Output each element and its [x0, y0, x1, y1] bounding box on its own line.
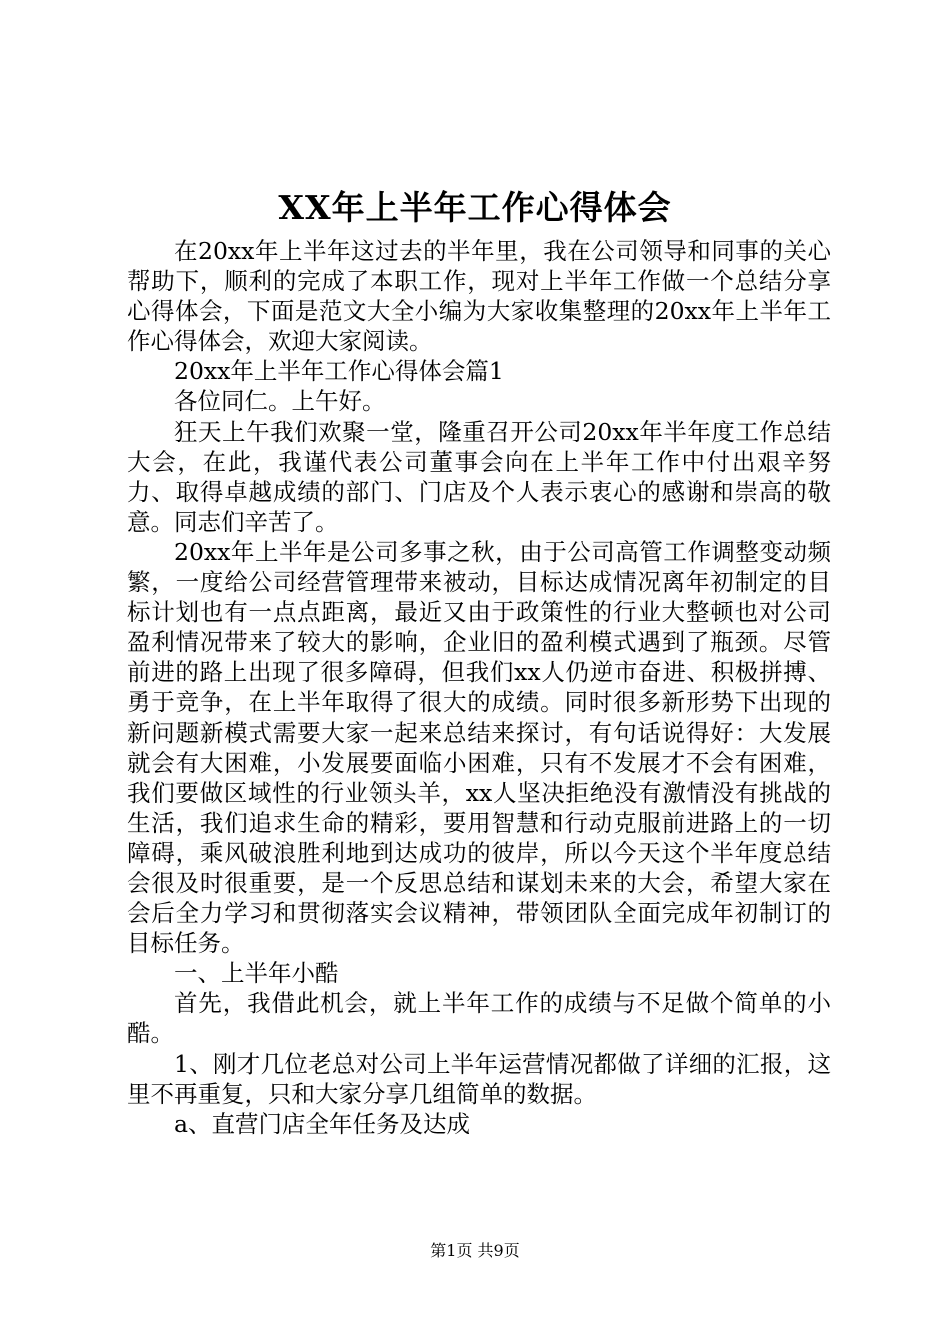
- document-title: XX年上半年工作心得体会: [278, 188, 672, 227]
- paragraph-subheading-summary: 一、上半年小酷: [174, 959, 339, 988]
- paragraph-point-a: a、直营门店全年任务及达成: [174, 1109, 471, 1138]
- paragraph-greeting: 各位同仁。上午好。: [174, 387, 386, 416]
- document-body: [127, 236, 831, 1139]
- paragraph-section-heading: 20xx年上半年工作心得体会篇1: [174, 357, 504, 386]
- paragraph-opening: 狂天上午我们欢聚一堂，隆重召开公司20xx年半年度工作总结大会，在此，我谨代表公司董事会向在上半年工作中付出艰辛努力、取得卓越成绩的部门、门店及个人表示衷心的感谢和崇高的敬意。同志们辛苦了。: [127, 417, 831, 536]
- page-number-footer: 第1页 共9页: [430, 1241, 520, 1260]
- paragraph-point-1: 1、刚才几位老总对公司上半年运营情况都做了详细的汇报，这里不再重复，只和大家分享几组简单的数据。: [127, 1049, 831, 1108]
- paragraph-intro: 在20xx年上半年这过去的半年里，我在公司领导和同事的关心帮助下，顺利的完成了本职工作，现对上半年工作做一个总结分享心得体会，下面是范文大全小编为大家收集整理的20xx年上半年工作心得体会，欢迎大家阅读。: [127, 237, 831, 356]
- paragraph-main: 20xx年上半年是公司多事之秋，由于公司高管工作调整变动频繁，一度给公司经营管理带来被动，目标达成情况离年初制定的目标计划也有一点点距离，最近又由于政策性的行业大整顿也对公司盈利情况带来了较大的影响，企业旧的盈利模式遇到了瓶颈。尽管前进的路上出现了很多障碍，但我们xx人仍逆市奋进、积极拼搏、勇于竞争，在上半年取得了很大的成绩。同时很多新形势下出现的新问题新模式需要大家一起来总结来探讨，有句话说得好：大发展就会有大困难，小发展要面临小困难，只有不发展才不会有困难，我们要做区域性的行业领头羊，xx人坚决拒绝没有激情没有挑战的生活，我们追求生命的精彩，要用智慧和行动克服前进路上的一切障碍，乘风破浪胜利地到达成功的彼岸，所以今天这个半年度总结会很及时很重要，是一个反思总结和谋划未来的大会，希望大家在会后全力学习和贯彻落实会议精神，带领团队全面完成年初制订的目标任务。: [127, 537, 831, 958]
- paragraph-summary-intro: 首先，我借此机会，就上半年工作的成绩与不足做个简单的小酷。: [127, 989, 831, 1048]
